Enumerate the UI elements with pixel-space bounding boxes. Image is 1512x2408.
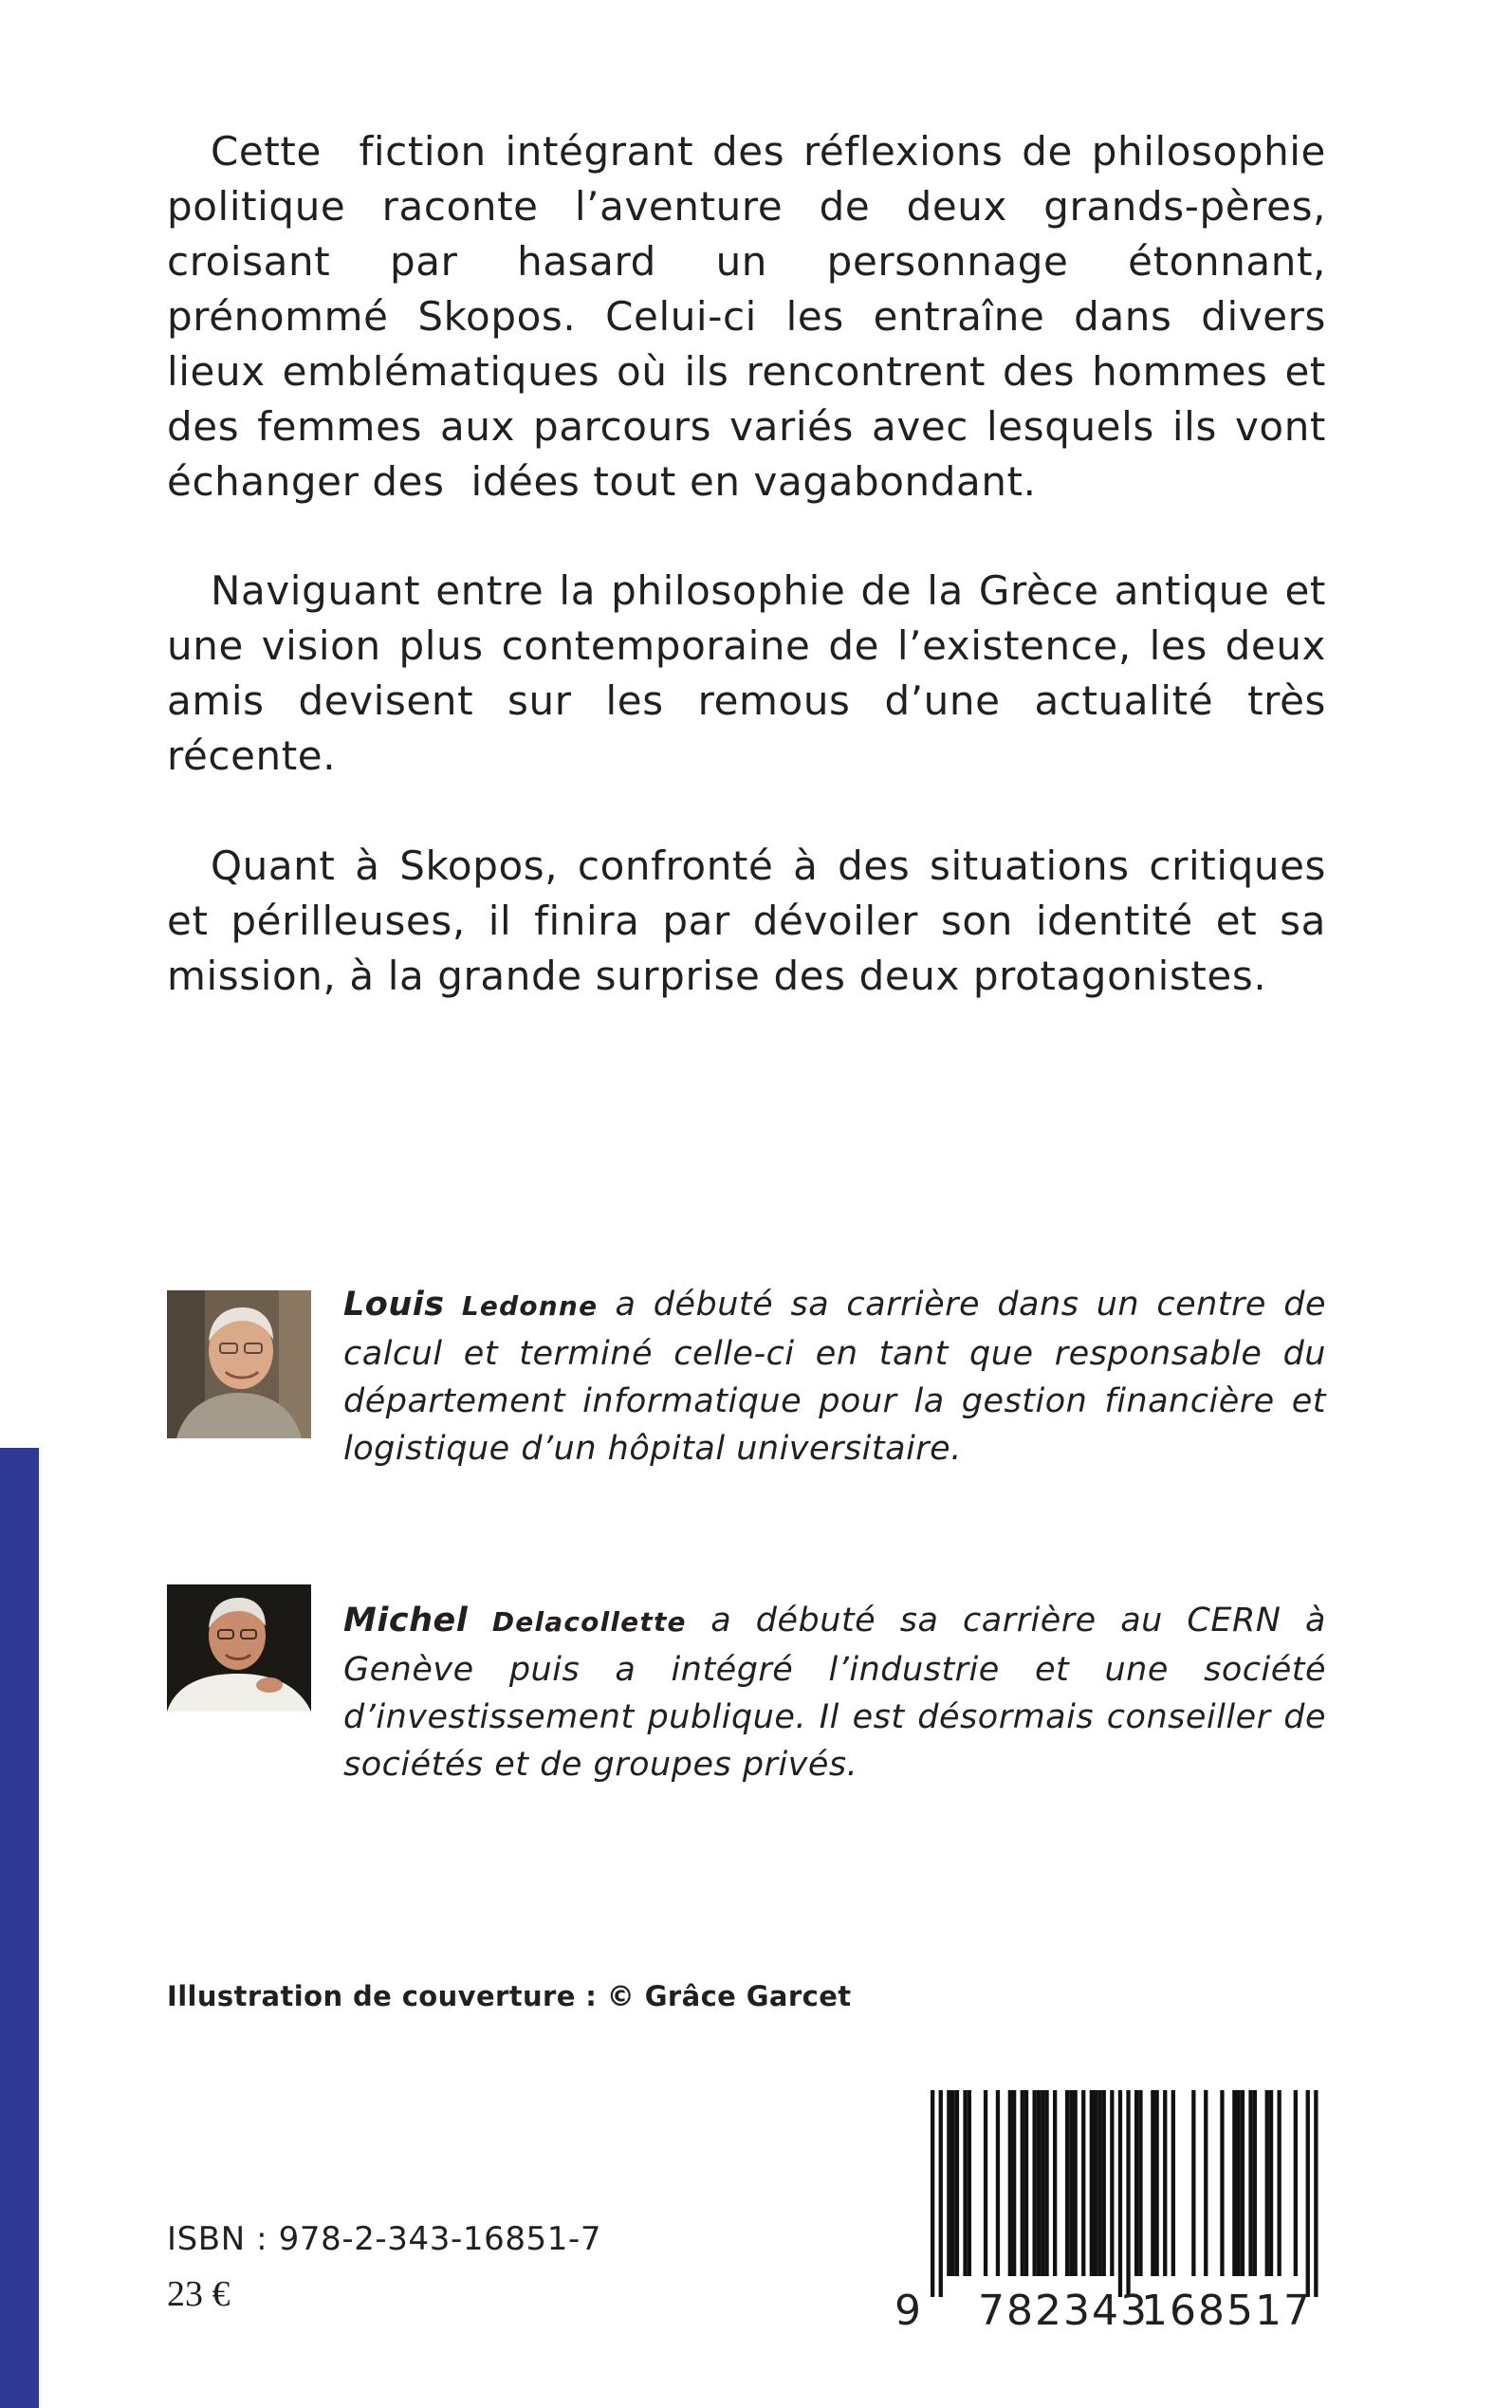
barcode-guard-bar xyxy=(931,2090,934,2297)
barcode-bar xyxy=(1253,2090,1257,2276)
barcode-guard-bar xyxy=(1126,2090,1130,2297)
barcode-first-digit: 9 xyxy=(894,2287,921,2329)
barcode-bar xyxy=(1012,2090,1016,2276)
barcode-bar xyxy=(984,2090,987,2276)
barcode-bar xyxy=(1138,2090,1142,2276)
price: 23 € xyxy=(167,2274,230,2314)
author-last-name: Ledonne xyxy=(461,1290,599,1322)
author-bio-text: a débuté sa carrière dans un centre de calcul et terminé celle-ci en tant que responsable du département informatique pour la gestion financière et logistique d’un hôpital universitaire. xyxy=(343,1286,1326,1468)
barcode-bar xyxy=(951,2090,955,2276)
barcode-bar xyxy=(1204,2090,1208,2276)
blurb-paragraph-3: Quant à Skopos, confronté à des situations critiques et périlleuses, il finira par dévoiler son identité et sa mission, à la grande surprise des deux protagonistes. xyxy=(167,843,1326,999)
barcode-left-digits: 782343 xyxy=(978,2287,1149,2329)
barcode-bar xyxy=(1008,2090,1012,2276)
barcode-bar xyxy=(1094,2090,1097,2276)
author-photo-michel-delacollette xyxy=(167,1584,311,1712)
barcode-bar xyxy=(1248,2090,1252,2276)
author-bio-2 xyxy=(343,1597,1326,1788)
isbn-number: ISBN : 978-2-343-16851-7 xyxy=(167,2220,602,2258)
barcode-bar xyxy=(1081,2090,1085,2276)
barcode-bar xyxy=(963,2090,967,2276)
barcode-bar xyxy=(1278,2090,1282,2276)
barcode-bar xyxy=(1065,2090,1069,2276)
barcode-bar xyxy=(1232,2090,1236,2276)
author-first-name: Michel xyxy=(343,1602,469,1639)
barcode-bar xyxy=(1033,2090,1037,2276)
barcode-bar xyxy=(1269,2090,1273,2276)
barcode-bar xyxy=(1163,2090,1167,2276)
barcode-bar xyxy=(996,2090,1000,2276)
barcode-bar xyxy=(1090,2090,1094,2276)
barcode-guard-bar xyxy=(1306,2090,1310,2297)
barcode-bar xyxy=(1041,2090,1044,2276)
barcode-bar xyxy=(1044,2090,1048,2276)
spine-accent-bar xyxy=(0,1448,39,2408)
barcode-bar xyxy=(1241,2090,1245,2276)
barcode-right-digits: 168517 xyxy=(1141,2287,1312,2329)
barcode-bar xyxy=(1294,2090,1298,2276)
barcode-bar xyxy=(1171,2090,1175,2276)
barcode-bar xyxy=(1074,2090,1078,2276)
barcode-guard-bar xyxy=(1118,2090,1122,2297)
barcode-bar xyxy=(1053,2090,1057,2276)
barcode-bar xyxy=(1069,2090,1073,2276)
barcode-bar xyxy=(1155,2090,1159,2276)
author-photo-louis-ledonne xyxy=(167,1290,311,1438)
barcode-bar xyxy=(1097,2090,1101,2276)
barcode-bar xyxy=(1191,2090,1195,2276)
barcode-bar xyxy=(1102,2090,1106,2276)
barcode-bar xyxy=(1021,2090,1024,2276)
barcode-bar xyxy=(1265,2090,1269,2276)
barcode-bar xyxy=(947,2090,950,2276)
isbn-barcode xyxy=(887,2090,1328,2329)
barcode-bar xyxy=(955,2090,959,2276)
barcode-guard-bar xyxy=(939,2090,943,2297)
author-bio-text: a débuté sa carrière au CERN à Genève puis a intégré l’industrie et une société d’investissement publique. Il est désormais conseiller de sociétés et de groupes privés. xyxy=(343,1602,1326,1784)
author-bio-1 xyxy=(343,1281,1326,1473)
barcode-bar xyxy=(1037,2090,1041,2276)
barcode-bar xyxy=(1110,2090,1114,2276)
blurb-paragraph-2: Naviguant entre la philosophie de la Grèce antique et une vision plus contemporaine de l’existence, les deux amis devisent sur les remous d’une actualité très récente. xyxy=(167,567,1326,779)
barcode-bar xyxy=(968,2090,971,2276)
barcode-bars xyxy=(931,2090,1318,2297)
author-first-name: Louis xyxy=(343,1286,445,1324)
barcode-bar xyxy=(1134,2090,1138,2276)
barcode-bar xyxy=(1220,2090,1224,2276)
barcode-bar xyxy=(1151,2090,1154,2276)
author-last-name: Delacollette xyxy=(491,1606,687,1638)
barcode-guard-bar xyxy=(1314,2090,1318,2297)
barcode-bar xyxy=(1024,2090,1028,2276)
cover-illustration-credit: Illustration de couverture : © Grâce Garcet xyxy=(167,1980,852,2012)
blurb-paragraph-1: Cette fiction intégrant des réflexions de philosophie politique raconte l’aventure de deux grands-pères, croisant par hasard un personnage étonnant, prénommé Skopos. Celui-ci les entraîne dans divers lieux emblématiques où ils rencontrent des hommes et des femmes aux parcours variés avec lesquels ils vont échanger des idées tout en vagabondant. xyxy=(167,128,1326,505)
barcode-bar xyxy=(1237,2090,1241,2276)
